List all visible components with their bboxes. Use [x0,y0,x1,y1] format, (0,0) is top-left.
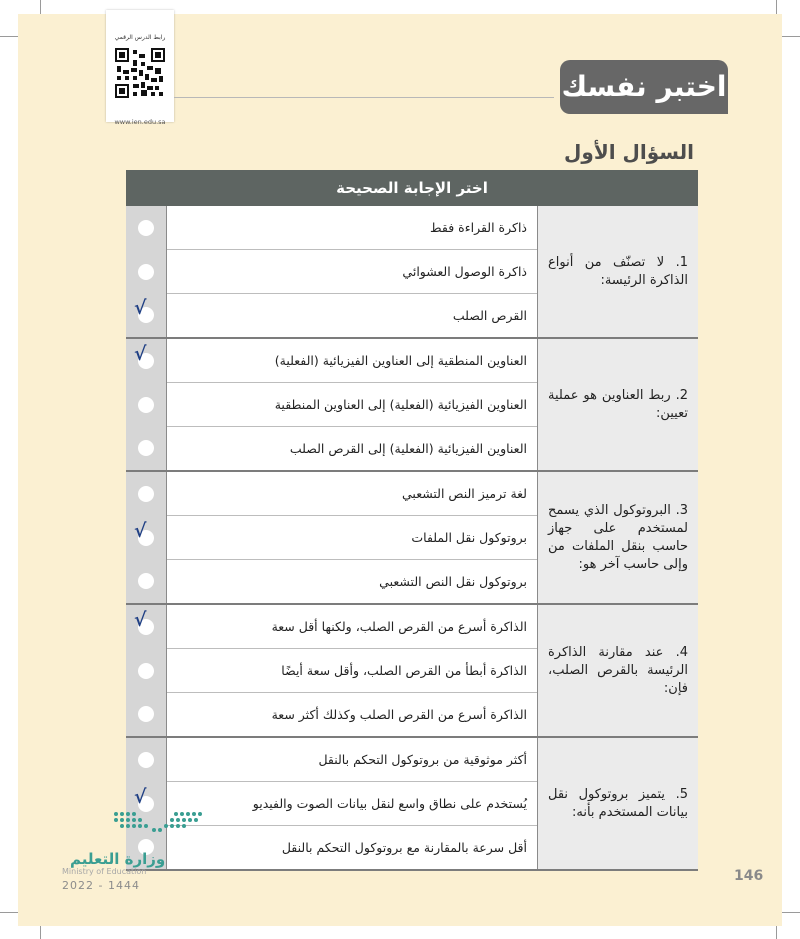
answer-option[interactable]: لغة ترميز النص التشعبي [167,472,537,516]
options-column [166,738,538,869]
crop-mark [782,912,800,913]
radio-button[interactable] [134,342,154,369]
question-group [126,605,698,738]
question-group [126,738,698,871]
answer-selector-column [126,206,166,337]
answer-option[interactable]: القرص الصلب [452,308,527,323]
question-text: 5. يتميز بروتوكول نقل بيانات المستخدم بأنه: [538,738,698,869]
answer-option[interactable]: العناوين الفيزيائية (الفعلية) إلى القرص الصلب [289,441,527,456]
logo-arabic-text: وزارة التعليم [70,850,166,868]
answer-option[interactable]: أقل سرعة بالمقارنة مع بروتوكول التحكم بالنقل [281,840,527,855]
question-group [126,339,698,472]
crop-mark [40,0,41,14]
page-title: اختبر نفسك [560,60,728,114]
question-text: 4. عند مقارنة الذاكرة الرئيسة بالقرص الصلب، فإن: [538,605,698,736]
radio-button[interactable] [138,264,154,280]
answer-selector-column [126,472,166,603]
logo-dots-icon [110,808,210,840]
table-header: اختر الإجابة الصحيحة [126,170,698,206]
answer-option[interactable]: الذاكرة أسرع من القرص الصلب وكذلك أكثر سعة [271,707,527,722]
checkmark-icon: √ [134,608,147,631]
radio-button[interactable] [138,220,154,236]
answer-option[interactable]: العناوين المنطقية إلى العناوين الفيزيائية (الفعلية) [167,339,537,383]
radio-button[interactable] [138,486,154,502]
crop-mark [782,36,800,37]
options-column [166,605,538,736]
answer-selector[interactable] [126,339,166,383]
answer-option[interactable]: يُستخدم على نطاق واسع لنقل بيانات الصوت والفيديو [167,782,537,826]
qr-caption: رابط الدرس الرقمي [114,34,166,41]
radio-button[interactable] [138,663,154,679]
radio-button[interactable] [138,440,154,456]
crop-mark [40,926,41,939]
checkmark-icon: √ [134,342,147,365]
answer-selector[interactable] [126,250,166,294]
question-text: 3. البروتوكول الذي يسمح لمستخدم على جهاز حاسب بنقل الملفات من وإلى حاسب آخر هو: [538,472,698,603]
options-column [166,206,538,337]
radio-button[interactable] [138,397,154,413]
question-group [126,472,698,605]
qr-url[interactable]: www.ien.edu.sa [114,118,166,126]
answer-option[interactable]: بروتوكول نقل الملفات [167,516,537,560]
answer-selector[interactable] [126,293,166,337]
radio-button[interactable] [134,297,154,323]
radio-button[interactable] [138,573,154,589]
checkmark-icon: √ [134,785,147,808]
radio-button[interactable] [138,752,154,768]
answer-selector[interactable] [126,559,166,603]
answer-selector[interactable] [126,738,166,782]
answer-option[interactable]: الذاكرة أسرع من القرص الصلب، ولكنها أقل سعة [167,605,537,649]
answer-selector[interactable] [126,206,166,250]
question-group [126,206,698,339]
answer-option[interactable]: الذاكرة أبطأ من القرص الصلب، وأقل سعة أيضًا [167,649,537,693]
radio-button[interactable] [134,608,154,635]
answer-selector[interactable] [126,426,166,470]
qr-code-icon[interactable] [115,48,165,98]
answer-selector-column [126,339,166,470]
answer-selector[interactable] [126,516,166,560]
checkmark-icon: √ [134,297,147,320]
question-text: 1. لا تصنّف من أنواع الذاكرة الرئيسة: [538,206,698,337]
answer-selector[interactable] [126,472,166,516]
options-column [166,339,538,470]
question-text: 2. ربط العناوين هو عملية تعيين: [538,339,698,470]
crop-mark [776,0,777,14]
qr-card[interactable] [106,10,174,126]
ministry-logo [60,808,210,898]
answer-option[interactable]: ذاكرة الوصول العشوائي [167,250,537,294]
answer-option[interactable]: بروتوكول نقل النص التشعبي [379,574,527,589]
radio-button[interactable] [138,706,154,722]
page-number: 146 [734,868,764,884]
answer-option[interactable]: ذاكرة القراءة فقط [167,206,537,250]
crop-mark [776,926,777,939]
logo-english-text: Ministry of Education [62,867,147,876]
question-heading: السؤال الأول [564,140,694,164]
answer-option[interactable]: العناوين الفيزيائية (الفعلية) إلى العناوين المنطقية [167,383,537,427]
answer-selector[interactable] [126,383,166,427]
answer-selector[interactable] [126,605,166,649]
answer-option[interactable]: أكثر موثوقية من بروتوكول التحكم بالنقل [167,738,537,782]
answer-selector[interactable] [126,692,166,736]
logo-year: 2022 - 1444 [62,879,140,892]
options-column [166,472,538,603]
checkmark-icon: √ [134,519,147,542]
quiz-table [126,170,698,871]
crop-mark [0,912,18,913]
answer-selector[interactable] [126,649,166,693]
crop-mark [0,36,18,37]
radio-button[interactable] [134,519,154,546]
header-divider [174,97,554,98]
answer-selector-column [126,605,166,736]
